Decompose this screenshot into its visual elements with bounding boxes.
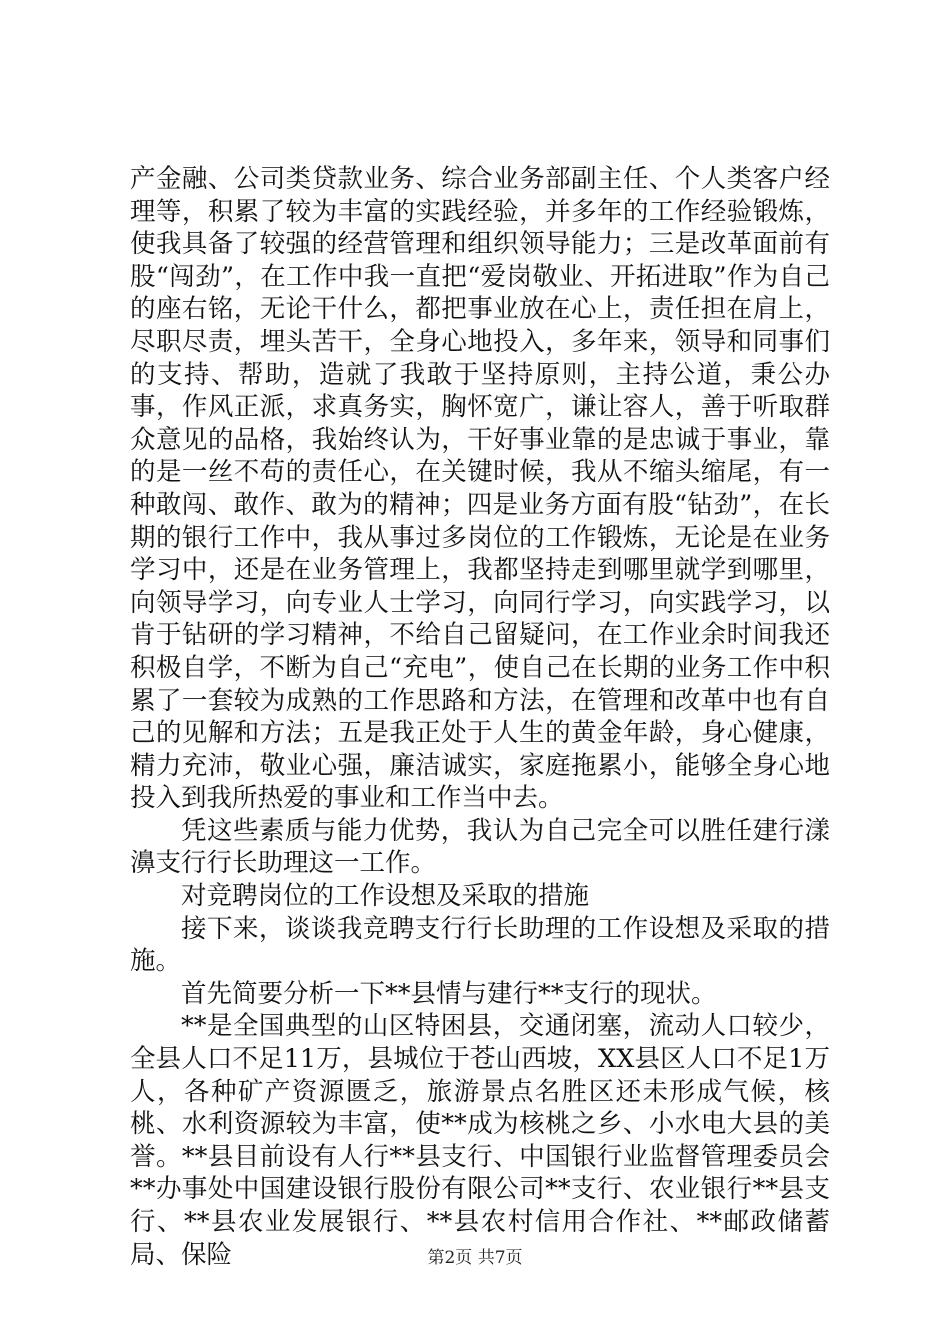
document-body bbox=[130, 163, 830, 1271]
paragraph-competence-statement: 凭这些素质与能力优势，我认为自己完全可以胜任建行漾濞支行行长助理这一工作。 bbox=[130, 815, 830, 879]
paragraph-qualifications: 产金融、公司类贷款业务、综合业务部副主任、个人类客户经理等，积累了较为丰富的实践经验，并多年的工作经验锻炼，使我具备了较强的经营管理和组织领导能力；三是改革面前有股“闯劲”，在工作中我一直把“爱岗敬业、开拓进取”作为自己的座右铭，无论干什么，都把事业放在心上，责任担在肩上，尽职尽责，埋头苦干，全身心地投入，多年来，领导和同事们的支持、帮助，造就了我敢于坚持原则，主持公道，秉公办事，作风正派，求真务实，胸怀宽广，谦让容人，善于听取群众意见的品格，我始终认为，干好事业靠的是忠诚于事业，靠的是一丝不苟的责任心，在关键时候，我从不缩头缩尾，有一种敢闯、敢作、敢为的精神；四是业务方面有股“钻劲”，在长期的银行工作中，我从事过多岗位的工作锻炼，无论是在业务学习中，还是在业务管理上，我都坚持走到哪里就学到哪里，向领导学习，向专业人士学习，向同行学习，向实践学习，以肯于钻研的学习精神，不给自己留疑问，在工作业余时间我还积极自学，不断为自己“充电”，使自己在长期的业务工作中积累了一套较为成熟的工作思路和方法，在管理和改革中也有自己的见解和方法；五是我正处于人生的黄金年龄，身心健康，精力充沛，敬业心强，廉洁诚实，家庭拖累小，能够全身心地投入到我所热爱的事业和工作当中去。 bbox=[130, 164, 830, 814]
paragraph-work-plan-intro: 接下来，谈谈我竞聘支行行长助理的工作设想及采取的措施。 bbox=[130, 913, 830, 977]
section-heading-work-plan: 对竞聘岗位的工作设想及采取的措施 bbox=[181, 881, 590, 912]
paragraph-situation-intro: 首先简要分析一下**县情与建行**支行的现状。 bbox=[181, 978, 717, 1009]
paragraph-county-situation: **是全国典型的山区特困县，交通闭塞，流动人口较少，全县人口不足11万，县城位于苍山西坡，XX县区人口不足1万人，各种矿产资源匮乏，旅游景点名胜区还未形成气候，核桃、水利资源较为丰富，使**成为核桃之乡、小水电大县的美誉。**县目前设有人行**县支行、中国银行业监督管理委员会**办事处中国建设银行股份有限公司**支行、农业银行**县支行、**县农业发展银行、**县农村信用合作社、**邮政储蓄局、保险 bbox=[130, 1011, 830, 1270]
page-footer: 第2页 共7页 bbox=[427, 1248, 523, 1268]
